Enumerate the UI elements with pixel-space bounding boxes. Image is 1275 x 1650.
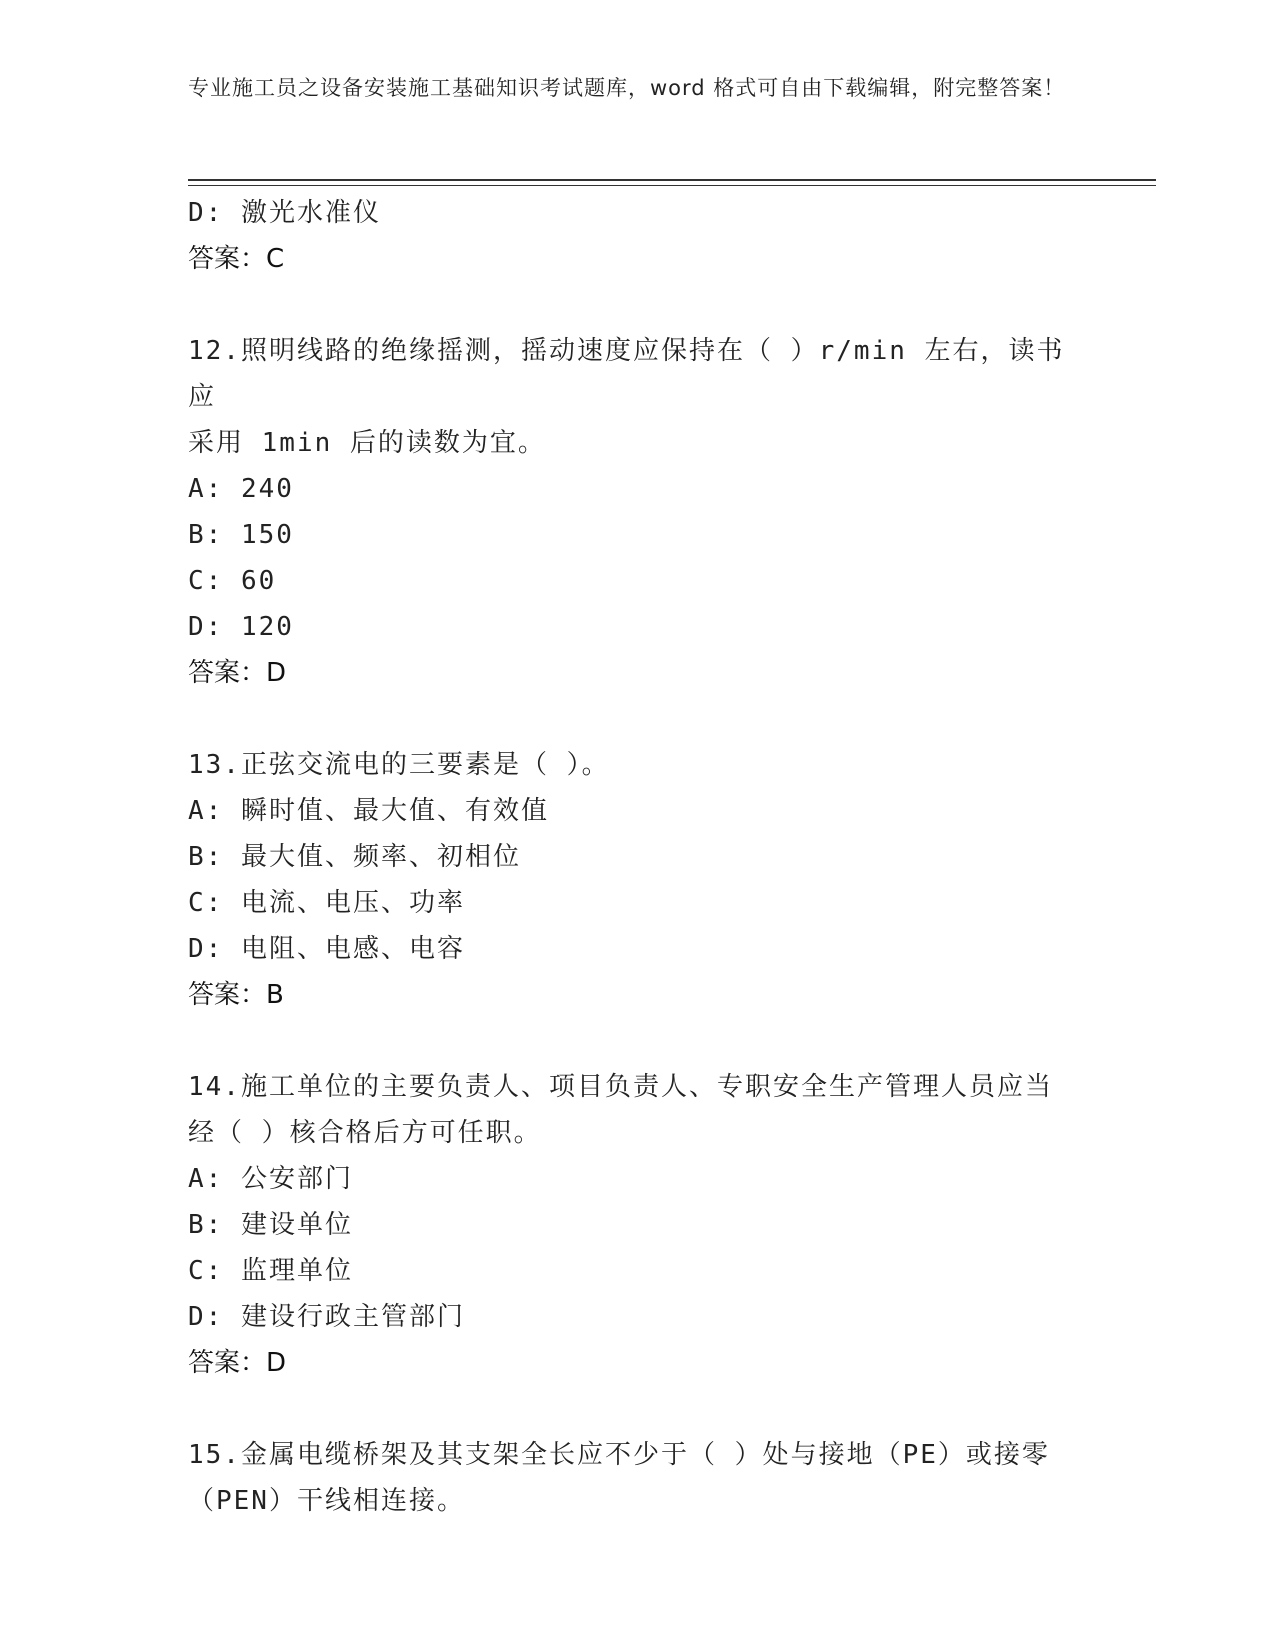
- question-13-option-a: A: 瞬时值、最大值、有效值: [188, 796, 549, 826]
- header-rule-thick: [188, 179, 1156, 181]
- question-14-option-b: B: 建设单位: [188, 1210, 353, 1240]
- question-12-option-b: B: 150: [188, 520, 294, 550]
- question-13-option-b: B: 最大值、频率、初相位: [188, 842, 521, 872]
- question-14-stem-line2: 经（ ）核合格后方可任职。: [188, 1118, 542, 1148]
- question-14-answer: 答案：D: [188, 1348, 287, 1378]
- question-14-option-c: C: 监理单位: [188, 1256, 353, 1286]
- spacer: [188, 1018, 1088, 1064]
- question-12-option-a: A: 240: [188, 474, 294, 504]
- question-12-option-d: D: 120: [188, 612, 294, 642]
- question-14-stem-line1: 14.施工单位的主要负责人、项目负责人、专职安全生产管理人员应当: [188, 1072, 1053, 1102]
- answer-line: 答案：C: [188, 244, 285, 274]
- question-15-stem-line1: 15.金属电缆桥架及其支架全长应不少于（ ）处与接地（PE）或接零: [188, 1440, 1050, 1470]
- question-14-option-a: A: 公安部门: [188, 1164, 353, 1194]
- question-12-option-c: C: 60: [188, 566, 277, 596]
- question-12-answer: 答案：D: [188, 658, 287, 688]
- question-13-option-d: D: 电阻、电感、电容: [188, 934, 465, 964]
- question-15-stem-line2: （PEN）干线相连接。: [188, 1486, 465, 1516]
- header-rule-thin: [188, 185, 1156, 186]
- question-13-stem-line1: 13.正弦交流电的三要素是（ ）。: [188, 750, 610, 780]
- question-14-option-d: D: 建设行政主管部门: [188, 1302, 465, 1332]
- spacer: [188, 282, 1088, 328]
- spacer: [188, 696, 1088, 742]
- question-list: [188, 190, 1088, 1524]
- spacer: [188, 1386, 1088, 1432]
- question-12-stem-line2: 采用 1min 后的读数为宜。: [188, 428, 546, 458]
- question-12-stem-line1: 12.照明线路的绝缘摇测，摇动速度应保持在（ ）r/min 左右，读书应: [188, 336, 1065, 412]
- option-d: D: 激光水准仪: [188, 198, 381, 228]
- question-13-option-c: C: 电流、电压、功率: [188, 888, 465, 918]
- question-13-answer: 答案：B: [188, 980, 284, 1010]
- document-header: 专业施工员之设备安装施工基础知识考试题库，word 格式可自由下载编辑，附完整答案！: [188, 76, 1066, 100]
